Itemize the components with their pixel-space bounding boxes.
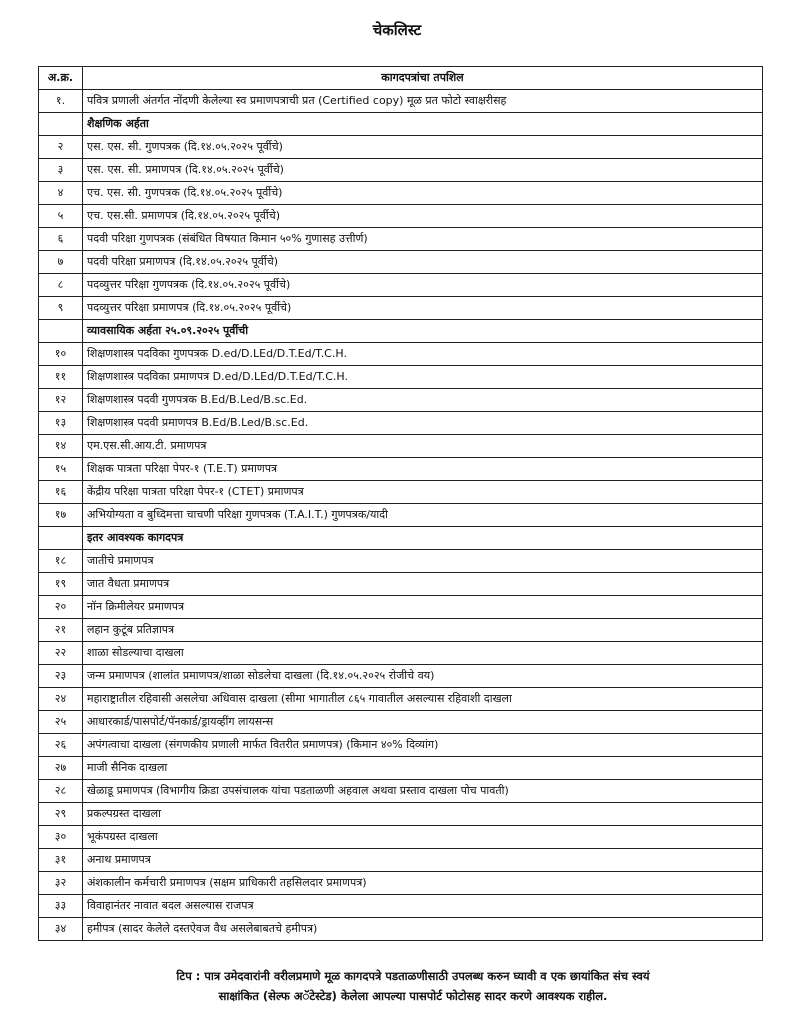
table-row <box>39 872 763 895</box>
document-cell: पवित्र प्रणाली अंतर्गत नोंदणी केलेल्या स्व प्रमाणपत्राची प्रत (Certified copy) मूळ प्रत फोटो स्वाक्षरीसह <box>83 90 763 113</box>
table-row <box>39 251 763 274</box>
section-heading-row <box>39 527 763 550</box>
table-row <box>39 826 763 849</box>
serial-number-cell: ३२ <box>39 872 83 895</box>
table-row <box>39 366 763 389</box>
document-cell: जात वैधता प्रमाणपत्र <box>83 573 763 596</box>
serial-number-cell <box>39 320 83 343</box>
serial-number-cell: ५ <box>39 205 83 228</box>
document-cell: पदव्युत्तर परिक्षा प्रमाणपत्र (दि.१४.०५.२०२५ पूर्वीचे) <box>83 297 763 320</box>
serial-number-cell: १. <box>39 90 83 113</box>
table-row <box>39 803 763 826</box>
serial-number-cell: १४ <box>39 435 83 458</box>
table-row <box>39 918 763 941</box>
table-row <box>39 389 763 412</box>
document-cell: शिक्षणशास्त्र पदवी गुणपत्रक B.Ed/B.Led/B.sc.Ed. <box>83 389 763 412</box>
serial-number-cell: १६ <box>39 481 83 504</box>
document-cell: पदवी परिक्षा गुणपत्रक (संबंधित विषयात किमान ५०% गुणासह उत्तीर्ण) <box>83 228 763 251</box>
document-cell: लहान कुटूंब प्रतिज्ञापत्र <box>83 619 763 642</box>
document-cell: जन्म प्रमाणपत्र (शालांत प्रमाणपत्र/शाळा सोडलेचा दाखला (दि.१४.०५.२०२५ रोजीचे वय) <box>83 665 763 688</box>
table-row <box>39 734 763 757</box>
serial-number-cell: २८ <box>39 780 83 803</box>
section-heading-cell: व्यावसायिक अर्हता २५.०९.२०२५ पूर्वीची <box>83 320 763 343</box>
table-row <box>39 688 763 711</box>
table-row <box>39 596 763 619</box>
document-cell: शिक्षणशास्त्र पदविका प्रमाणपत्र D.ed/D.LEd/D.T.Ed/T.C.H. <box>83 366 763 389</box>
table-row <box>39 182 763 205</box>
table-row <box>39 849 763 872</box>
table-row <box>39 274 763 297</box>
table-row <box>39 136 763 159</box>
document-cell: एच. एस.सी. प्रमाणपत्र (दि.१४.०५.२०२५ पूर्वीचे) <box>83 205 763 228</box>
serial-number-cell: २७ <box>39 757 83 780</box>
serial-number-cell: १५ <box>39 458 83 481</box>
document-cell: जातीचे प्रमाणपत्र <box>83 550 763 573</box>
document-cell: अनाथ प्रमाणपत्र <box>83 849 763 872</box>
document-cell: शिक्षणशास्त्र पदविका गुणपत्रक D.ed/D.LEd/D.T.Ed/T.C.H. <box>83 343 763 366</box>
table-row <box>39 619 763 642</box>
serial-number-cell: २५ <box>39 711 83 734</box>
document-cell: भूकंपग्रस्त दाखला <box>83 826 763 849</box>
serial-number-cell: ६ <box>39 228 83 251</box>
table-header-row <box>39 67 763 90</box>
serial-number-cell: ८ <box>39 274 83 297</box>
document-cell: अंशकालीन कर्मचारी प्रमाणपत्र (सक्षम प्राधिकारी तहसिलदार प्रमाणपत्र) <box>83 872 763 895</box>
table-row <box>39 665 763 688</box>
document-cell: प्रकल्पग्रस्त दाखला <box>83 803 763 826</box>
serial-number-cell: २ <box>39 136 83 159</box>
serial-number-cell: २४ <box>39 688 83 711</box>
serial-number-cell: ११ <box>39 366 83 389</box>
serial-number-cell: ४ <box>39 182 83 205</box>
serial-number-cell: २१ <box>39 619 83 642</box>
document-cell: माजी सैनिक दाखला <box>83 757 763 780</box>
document-cell: नॉन क्रिमीलेयर प्रमाणपत्र <box>83 596 763 619</box>
table-row <box>39 550 763 573</box>
table-row <box>39 780 763 803</box>
section-heading-row <box>39 113 763 136</box>
document-cell: खेळाडू प्रमाणपत्र (विभागीय क्रिडा उपसंचालक यांचा पडताळणी अहवाल अथवा प्रस्ताव दाखला पोच पावती) <box>83 780 763 803</box>
table-row <box>39 343 763 366</box>
serial-number-cell: २६ <box>39 734 83 757</box>
document-cell: केंद्रीय परिक्षा पात्रता परिक्षा पेपर-१ (CTET) प्रमाणपत्र <box>83 481 763 504</box>
serial-number-cell: ३० <box>39 826 83 849</box>
document-cell: एस. एस. सी. गुणपत्रक (दि.१४.०५.२०२५ पूर्वीचे) <box>83 136 763 159</box>
table-row <box>39 412 763 435</box>
table-row <box>39 205 763 228</box>
serial-number-cell: ३४ <box>39 918 83 941</box>
serial-number-cell: २२ <box>39 642 83 665</box>
table-row <box>39 458 763 481</box>
document-cell: शिक्षक पात्रता परिक्षा पेपर-१ (T.E.T) प्रमाणपत्र <box>83 458 763 481</box>
serial-number-cell: १० <box>39 343 83 366</box>
serial-number-cell: २९ <box>39 803 83 826</box>
table-row <box>39 642 763 665</box>
serial-number-cell: १८ <box>39 550 83 573</box>
serial-number-cell: १७ <box>39 504 83 527</box>
document-cell: महाराष्ट्रातील रहिवासी असलेचा अधिवास दाखला (सीमा भागातील ८६५ गावातील असल्यास रहिवाशी दाखला <box>83 688 763 711</box>
document-cell: एच. एस. सी. गुणपत्रक (दि.१४.०५.२०२५ पूर्वीचे) <box>83 182 763 205</box>
document-cell: शिक्षणशास्त्र पदवी प्रमाणपत्र B.Ed/B.Led/B.sc.Ed. <box>83 412 763 435</box>
header-serial-number: अ.क्र. <box>39 67 83 90</box>
serial-number-cell: १३ <box>39 412 83 435</box>
document-cell: अभियोग्यता व बुध्दिमत्ता चाचणी परिक्षा गुणपत्रक (T.A.I.T.) गुणपत्रक/यादी <box>83 504 763 527</box>
footnote-line-1: टिप : पात्र उमेदवारांनी वरीलप्रमाणे मूळ कागदपत्रे पडताळणीसाठी उपलब्ध करुन घ्यावी व एक छायांकित संच स्वयं <box>176 969 650 983</box>
serial-number-cell: ३ <box>39 159 83 182</box>
document-cell: एस. एस. सी. प्रमाणपत्र (दि.१४.०५.२०२५ पूर्वीचे) <box>83 159 763 182</box>
table-row <box>39 228 763 251</box>
checklist-body <box>39 90 763 941</box>
serial-number-cell <box>39 113 83 136</box>
table-row <box>39 435 763 458</box>
document-cell: विवाहानंतर नावात बदल असल्यास राजपत्र <box>83 895 763 918</box>
serial-number-cell: २० <box>39 596 83 619</box>
table-row <box>39 711 763 734</box>
page-title: चेकलिस्ट <box>372 21 422 39</box>
table-row <box>39 504 763 527</box>
document-cell: एम.एस.सी.आय.टी. प्रमाणपत्र <box>83 435 763 458</box>
serial-number-cell: ७ <box>39 251 83 274</box>
table-row <box>39 895 763 918</box>
section-heading-row <box>39 320 763 343</box>
footnote-line-2: साक्षांकित (सेल्फ अॅटेस्टेड) केलेला आपल्या पासपोर्ट फोटोसह सादर करणे आवश्यक राहील. <box>218 989 608 1003</box>
document-cell: अपंगत्वाचा दाखला (संगणकीय प्रणाली मार्फत वितरीत प्रमाणपत्र) (किमान ४०% दिव्यांग) <box>83 734 763 757</box>
serial-number-cell: २३ <box>39 665 83 688</box>
table-row <box>39 573 763 596</box>
document-cell: पदव्युत्तर परिक्षा गुणपत्रक (दि.१४.०५.२०२५ पूर्वीचे) <box>83 274 763 297</box>
serial-number-cell: १९ <box>39 573 83 596</box>
serial-number-cell: १२ <box>39 389 83 412</box>
serial-number-cell: ३१ <box>39 849 83 872</box>
table-row <box>39 481 763 504</box>
table-row <box>39 159 763 182</box>
document-cell: पदवी परिक्षा प्रमाणपत्र (दि.१४.०५.२०२५ पूर्वीचे) <box>83 251 763 274</box>
serial-number-cell: ३३ <box>39 895 83 918</box>
table-row <box>39 297 763 320</box>
section-heading-cell: इतर आवश्यक कागदपत्र <box>83 527 763 550</box>
table-row <box>39 90 763 113</box>
document-cell: हमीपत्र (सादर केलेले दस्तऐवज वैध असलेबाबतचे हमीपत्र) <box>83 918 763 941</box>
serial-number-cell <box>39 527 83 550</box>
section-heading-cell: शैक्षणिक अर्हता <box>83 113 763 136</box>
table-row <box>39 757 763 780</box>
checklist-table <box>38 66 763 941</box>
document-cell: शाळा सोडल्याचा दाखला <box>83 642 763 665</box>
footnote <box>56 966 770 1006</box>
serial-number-cell: ९ <box>39 297 83 320</box>
document-cell: आधारकार्ड/पासपोर्ट/पॅनकार्ड/ड्रायव्हींग लायसन्स <box>83 711 763 734</box>
header-document-details: कागदपत्रांचा तपशिल <box>83 67 763 90</box>
